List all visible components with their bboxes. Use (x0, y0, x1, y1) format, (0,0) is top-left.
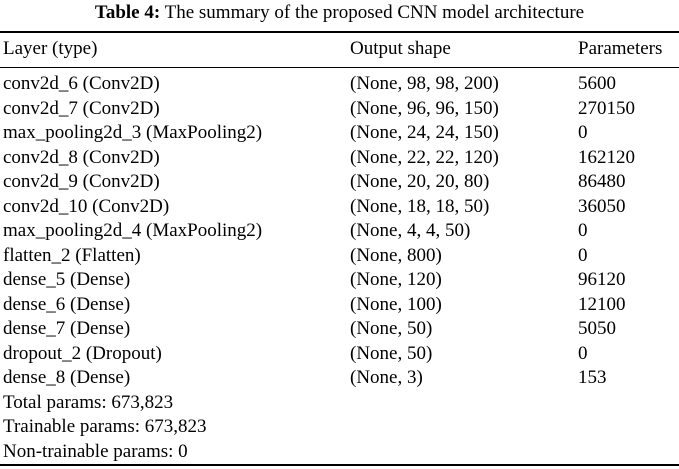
layer-cell: dense_7 (Dense) (3, 318, 131, 339)
table-row (0, 121, 679, 145)
header-parameters: Parameters (578, 38, 663, 59)
layer-cell: conv2d_7 (Conv2D) (3, 97, 160, 119)
layer-cell: flatten_2 (Flatten) (3, 244, 141, 266)
output-shape-cell: (None, 50) (350, 342, 433, 364)
output-shape-cell: (None, 3) (350, 367, 423, 388)
table-header-rule (0, 67, 679, 68)
output-shape-cell: (None, 120) (350, 269, 442, 290)
parameters-cell: 162120 (578, 146, 635, 168)
output-shape-cell: (None, 96, 96, 150) (350, 97, 499, 119)
parameters-cell: 36050 (578, 195, 626, 217)
table-row (0, 146, 679, 170)
table-caption-text: The summary of the proposed CNN model architecture (164, 2, 585, 23)
layer-cell: dense_6 (Dense) (3, 293, 131, 315)
layer-cell: conv2d_10 (Conv2D) (3, 195, 170, 217)
table-caption (0, 2, 679, 24)
layer-cell: conv2d_8 (Conv2D) (3, 146, 160, 168)
parameters-cell: 153 (578, 367, 607, 388)
output-shape-cell: (None, 20, 20, 80) (350, 171, 490, 192)
output-shape-cell: (None, 100) (350, 293, 442, 315)
non-trainable-params (0, 440, 679, 464)
table-top-rule (0, 31, 679, 33)
layer-cell: dense_5 (Dense) (3, 269, 131, 290)
parameters-cell: 96120 (578, 269, 626, 290)
layer-cell: conv2d_6 (Conv2D) (3, 73, 160, 94)
table-caption-label: Table 4: (94, 2, 161, 23)
table-row (0, 268, 679, 292)
non-trainable-params-text: Non-trainable params: 0 (3, 440, 188, 462)
parameters-cell: 12100 (578, 293, 626, 315)
table-row (0, 72, 679, 96)
table-row (0, 342, 679, 366)
table-row (0, 366, 679, 390)
total-params-text: Total params: 673,823 (3, 391, 174, 413)
output-shape-cell: (None, 22, 22, 120) (350, 146, 499, 168)
header-layer: Layer (type) (3, 38, 98, 59)
table-bottom-rule (0, 464, 679, 466)
parameters-cell: 270150 (578, 97, 635, 119)
parameters-cell: 5050 (578, 318, 616, 339)
output-shape-cell: (None, 98, 98, 200) (350, 73, 499, 94)
parameters-cell: 86480 (578, 171, 626, 192)
layer-cell: dense_8 (Dense) (3, 367, 131, 388)
trainable-params (0, 415, 679, 439)
table-row (0, 317, 679, 341)
table-row (0, 219, 679, 243)
parameters-cell: 0 (578, 244, 588, 266)
table-row (0, 195, 679, 219)
output-shape-cell: (None, 50) (350, 318, 433, 339)
table-row (0, 97, 679, 121)
layer-cell: dropout_2 (Dropout) (3, 342, 162, 364)
header-output-shape: Output shape (350, 38, 451, 59)
output-shape-cell: (None, 24, 24, 150) (350, 122, 499, 143)
parameters-cell: 0 (578, 220, 588, 241)
layer-cell: conv2d_9 (Conv2D) (3, 171, 160, 192)
table-row (0, 170, 679, 194)
output-shape-cell: (None, 18, 18, 50) (350, 195, 490, 217)
table-row (0, 244, 679, 268)
table-header-row (0, 37, 679, 61)
total-params (0, 391, 679, 415)
trainable-params-text: Trainable params: 673,823 (3, 416, 207, 437)
parameters-cell: 0 (578, 342, 588, 364)
layer-cell: max_pooling2d_4 (MaxPooling2) (3, 220, 263, 241)
layer-cell: max_pooling2d_3 (MaxPooling2) (3, 122, 263, 143)
output-shape-cell: (None, 4, 4, 50) (350, 220, 471, 241)
parameters-cell: 0 (578, 122, 588, 143)
output-shape-cell: (None, 800) (350, 244, 442, 266)
parameters-cell: 5600 (578, 73, 616, 94)
table-row (0, 293, 679, 317)
